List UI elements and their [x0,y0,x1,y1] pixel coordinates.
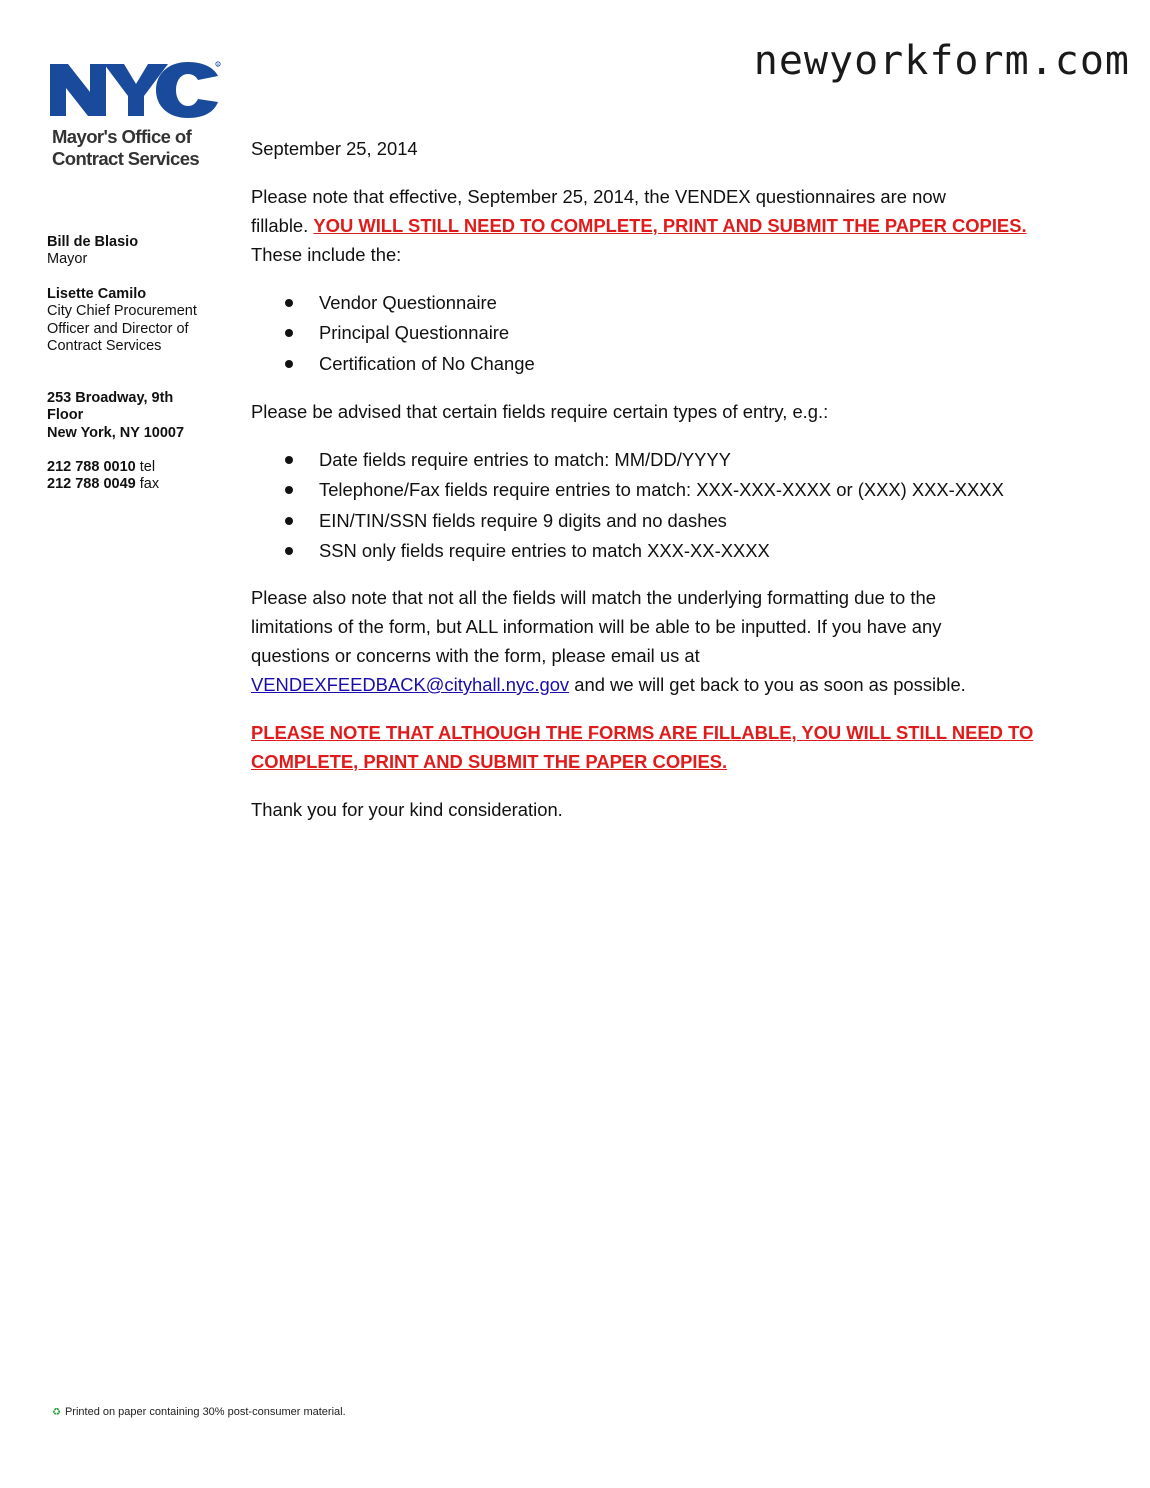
para1-line2-prefix: fillable. [251,215,309,236]
list-item-text: EIN/TIN/SSN fields require 9 digits and no dashes [319,509,727,531]
cpo-title-line3: Contract Services [47,338,162,355]
office-name-line1: Mayor's Office of [52,126,192,147]
address-line2: Floor [47,407,84,424]
bullet-icon [285,547,293,555]
para3-line3: questions or concerns with the form, please email us at [251,645,700,666]
bullet-icon [285,360,293,368]
list-item [285,349,535,379]
bullet-icon [285,329,293,337]
bullet-icon [285,517,293,525]
tel-line [47,459,159,476]
watermark-text: newyorkform.com [753,38,1130,84]
office-name-line2: Contract Services [52,148,200,169]
cpo-title-line1: City Chief Procurement [47,303,197,320]
list-item [285,475,1004,505]
notice-line1: PLEASE NOTE THAT ALTHOUGH THE FORMS ARE FILLABLE, YOU WILL STILL NEED TO [251,722,1034,743]
office-name [52,126,199,170]
contact-block [47,459,159,494]
fax-number: 212 788 0049 [47,476,136,493]
list-item-text: Vendor Questionnaire [319,292,497,313]
para3-line2: limitations of the form, but ALL information will be able to be inputted. If you have any [251,616,942,637]
nyc-logo [48,58,223,125]
list-item [285,445,1004,475]
para3-line1: Please also note that not all the fields will match the underlying formatting due to the [251,587,936,608]
bullet-icon [285,456,293,464]
list-item-text: SSN only fields require entries to match XXX-XX-XXXX [319,539,770,561]
recycle-icon: ♻ [52,1407,61,1418]
closing-text: Thank you for your kind consideration. [251,799,563,820]
cpo-block [47,286,197,356]
letter-date: September 25, 2014 [251,138,418,159]
advisory-text: Please be advised that certain fields require certain types of entry, e.g.: [251,401,829,422]
list-item [285,506,1004,536]
svg-text:R: R [216,62,220,67]
bullet-icon [285,299,293,307]
cpo-title-line2: Officer and Director of [47,320,189,337]
footer-note [52,1406,346,1418]
nyc-logo-graphic [48,58,223,120]
list-item-text: Date fields require entries to match: MM/DD/YYYY [319,449,731,470]
mayor-block [47,234,138,269]
para1-emphasis: YOU WILL STILL NEED TO COMPLETE, PRINT AND SUBMIT THE PAPER COPIES. [313,215,1027,236]
fax-label: fax [139,476,160,493]
list-item-text: Principal Questionnaire [319,322,510,344]
mayor-title: Mayor [47,251,88,268]
para1-line1: Please note that effective, September 25, 2014, the VENDEX questionnaires are now [251,186,946,207]
bullet-icon [285,486,293,494]
para1-line2 [251,211,1111,240]
fax-line [47,476,159,493]
list-item [285,318,535,348]
cpo-name: Lisette Camilo [47,286,147,302]
tel-label: tel [139,459,156,475]
footer-text: Printed on paper containing 30% post-consumer material. [64,1406,346,1418]
list-item [285,536,1004,566]
notice-line2: COMPLETE, PRINT AND SUBMIT THE PAPER COPIES. [251,751,728,772]
para3-line4 [251,670,1111,699]
list-item-text: Certification of No Change [319,352,535,374]
mayor-name: Bill de Blasio [47,234,139,250]
address-block [47,390,184,442]
address-line3: New York, NY 10007 [47,424,185,441]
list-item [285,288,535,318]
questionnaire-list [285,288,535,379]
feedback-email-link[interactable]: VENDEXFEEDBACK@cityhall.nyc.gov [251,674,570,695]
para1-line3: These include the: [251,244,402,265]
para3-line4-suffix: and we will get back to you as soon as possible. [569,674,966,695]
field-rules-list [285,445,1004,566]
address-line1: 253 Broadway, 9th [47,390,174,406]
list-item-text: Telephone/Fax fields require entries to match: XXX-XXX-XXXX or (XXX) XXX-XXXX [319,479,1004,501]
tel-number: 212 788 0010 [47,459,136,475]
